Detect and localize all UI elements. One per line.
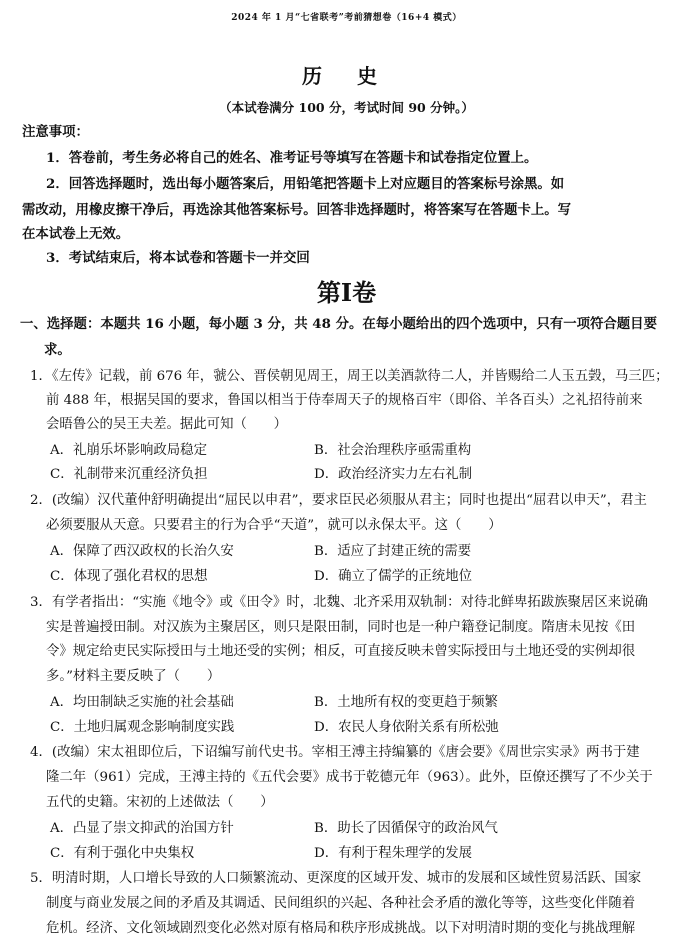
part1-instruction-line-1: 一、选择题：本题共 16 小题，每小题 3 分，共 48 分。在每小题给出的四个选项中，只有一项符合题目要: [20, 316, 657, 332]
q3-stem-line-4: 多。”材料主要反映了（ ）: [46, 669, 221, 684]
q2-stem-line-2: 必须要服从天意。只要君主的行为合乎“天道”，就可以永保太平。这（ ）: [46, 518, 502, 533]
part1-instruction-line-2: 求。: [44, 342, 71, 358]
exam-title: 2024 年 1 月“七省联考”考前猜想卷（16+4 模式）: [231, 13, 462, 23]
q1-option-b: B．社会治理秩序亟需重构: [314, 443, 472, 458]
notice-item-1: 1．答卷前，考生务必将自己的姓名、准考证号等填写在答题卡和试卷指定位置上。: [46, 150, 538, 166]
q3-stem-line-2: 实是普遍授田制。对汉族为主聚居区，则只是限田制，同时也是一种户籍登记制度。隋唐未见按《田: [46, 620, 636, 635]
notice-item-2-line-2: 需改动，用橡皮擦干净后，再选涂其他答案标号。回答非选择题时，将答案写在答题卡上。写: [22, 202, 572, 218]
q4-option-b: B．助长了因循保守的政治风气: [314, 821, 498, 836]
q1-option-c: C．礼制带来沉重经济负担: [50, 467, 208, 482]
q4-option-c: C．有利于强化中央集权: [50, 846, 195, 861]
notice-item-2-line-1: 2．回答选择题时，选出每小题答案后，用铅笔把答题卡上对应题目的答案标号涂黑。如: [46, 176, 565, 192]
q5-stem-line-1: 5．明清时期，人口增长导致的人口频繁流动、更深度的区域开发、城市的发展和区域性贸易活跃、国家: [30, 871, 642, 886]
q5-stem-line-2: 制度与商业发展之间的矛盾及其调适、民间组织的兴起、各种社会矛盾的激化等等，这些变化伴随着: [46, 896, 636, 911]
notice-item-3: 3．考试结束后，将本试卷和答题卡一并交回: [46, 250, 310, 266]
q3-option-b: B．土地所有权的变更趋于频繁: [314, 695, 498, 710]
q3-option-d: D．农民人身依附关系有所松弛: [314, 720, 499, 735]
q4-stem-line-3: 五代的史籍。宋初的上述做法（ ）: [46, 795, 274, 810]
q2-option-b: B．适应了封建正统的需要: [314, 544, 472, 559]
notice-item-2-line-3: 在本试卷上无效。: [22, 226, 130, 242]
exam-meta: （本试卷满分 100 分，考试时间 90 分钟。）: [219, 100, 474, 115]
q1-stem-line-3: 会晤鲁公的吴王夫差。据此可知（ ）: [46, 417, 288, 432]
q2-option-c: C．体现了强化君权的思想: [50, 569, 208, 584]
q3-stem-line-1: 3．有学者指出：“实施《地令》或《田令》时，北魏、北齐采用双轨制：对待北鲜卑拓跋族聚居区来说确: [30, 595, 648, 610]
q2-option-a: A．保障了西汉政权的长治久安: [50, 544, 234, 559]
q4-stem-line-1: 4．(改编）宋太祖即位后，下诏编写前代史书。宰相王溥主持编纂的《唐会要》《周世宗实录》两书于建: [30, 745, 640, 760]
q2-stem-line-1: 2．(改编）汉代董仲舒明确提出“屈民以申君”，要求臣民必须服从君主；同时也提出“屈君以申天”，君主: [30, 493, 647, 508]
q3-option-c: C．土地归属观念影响制度实践: [50, 720, 235, 735]
q1-stem-line-2: 前 488 年，根据吴国的要求，鲁国以相当于侍奉周天子的规格百牢（即俗、羊各百头）之礼招待前来: [46, 393, 643, 408]
subject-title: 历 史: [302, 64, 391, 88]
q4-stem-line-2: 隆二年（961）完成，王溥主持的《五代会要》成书于乾德元年（963）。此外，臣僚还撰写了不少关于: [46, 770, 653, 785]
notice-heading: 注意事项：: [22, 124, 89, 140]
q1-option-a: A．礼崩乐坏影响政局稳定: [50, 443, 207, 458]
q1-option-d: D．政治经济实力左右礼制: [314, 467, 473, 482]
section-title: 第Ⅰ卷: [316, 278, 377, 307]
q3-option-a: A．均田制缺乏实施的社会基础: [50, 695, 234, 710]
q3-stem-line-3: 令》规定给吏民实际授田与土地还受的实例；相反，可直接反映未曾实际授田与土地还受的实例却很: [46, 644, 636, 659]
q1-stem-line-1: 1．《左传》记载，前 676 年，虢公、晋侯朝见周王，周王以美酒款待二人，并皆赐给二人玉五瑴，马三匹；: [30, 369, 669, 384]
q4-option-d: D．有利于程朱理学的发展: [314, 846, 473, 861]
q5-stem-line-3: 危机。经济、文化领域剧烈变化必然对原有格局和秩序形成挑战。以下对明清时期的变化与挑战理解: [46, 921, 636, 936]
q4-option-a: A．凸显了崇文抑武的治国方针: [50, 821, 234, 836]
q2-option-d: D．确立了儒学的正统地位: [314, 569, 473, 584]
